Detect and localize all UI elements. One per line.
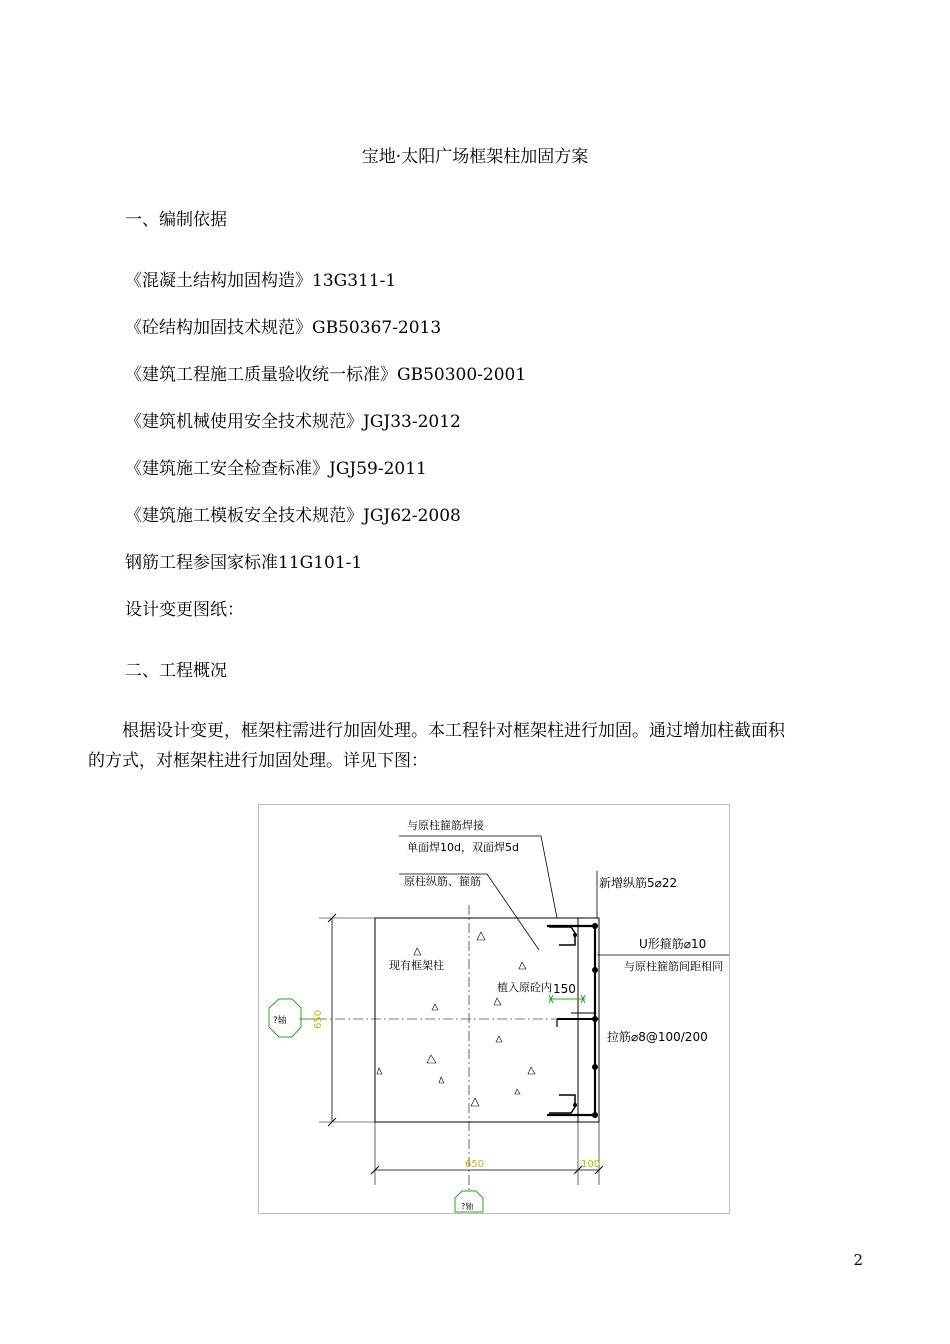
overview-paragraph — [88, 716, 863, 776]
axis-label-left: ?轴 — [273, 1016, 287, 1026]
dim-embed: 150 — [553, 982, 576, 996]
label-orig-bars: 原柱纵筋、箍筋 — [404, 875, 481, 888]
label-weld-2: 单面焊10d，双面焊5d — [407, 841, 519, 854]
reference-item: 设计变更图纸： — [125, 600, 244, 620]
page-number: 2 — [853, 1251, 863, 1269]
dim-width: 650 — [465, 1159, 485, 1170]
reference-item: 《建筑机械使用安全技术规范》JGJ33-2012 — [125, 412, 461, 432]
column-section-drawing — [259, 805, 729, 1213]
label-new-bars: 新增纵筋5⌀22 — [599, 876, 678, 890]
page-title: 宝地·太阳广场框架柱加固方案 — [361, 147, 589, 167]
reference-item: 《砼结构加固技术规范》GB50367-2013 — [125, 318, 442, 338]
dim-height: 650 — [313, 1009, 324, 1029]
paragraph-line: 的方式，对框架柱进行加固处理。详见下图： — [88, 751, 428, 771]
reference-item: 钢筋工程参国家标准11G101-1 — [125, 553, 363, 573]
section-heading-overview: 二、工程概况 — [125, 661, 227, 681]
label-weld-1: 与原柱箍筋焊接 — [407, 819, 484, 832]
reference-item: 《建筑施工模板安全技术规范》JGJ62-2008 — [125, 506, 461, 526]
label-u-stirrup: U形箍筋⌀10 — [639, 937, 707, 951]
label-embed: 植入原砼内 — [497, 981, 552, 994]
section-heading-basis: 一、编制依据 — [125, 210, 227, 230]
label-existing-column: 现有框架柱 — [389, 959, 444, 972]
reference-item: 《混凝土结构加固构造》13G311-1 — [125, 271, 397, 291]
paragraph-line: 根据设计变更，框架柱需进行加固处理。本工程针对框架柱进行加固。通过增加柱截面积 — [122, 721, 785, 741]
reference-item: 《建筑工程施工质量验收统一标准》GB50300-2001 — [125, 365, 527, 385]
reinforcement-detail-figure — [258, 804, 730, 1214]
dim-addition: 100 — [581, 1159, 601, 1170]
label-tie-bar: 拉筋⌀8@100/200 — [607, 1030, 708, 1044]
existing-column-outline — [375, 918, 578, 1122]
axis-label-bottom: ?轴 — [461, 1202, 474, 1211]
reference-item: 《建筑施工安全检查标准》JGJ59-2011 — [125, 459, 427, 479]
label-u-spacing: 与原柱箍筋间距相同 — [624, 960, 723, 973]
